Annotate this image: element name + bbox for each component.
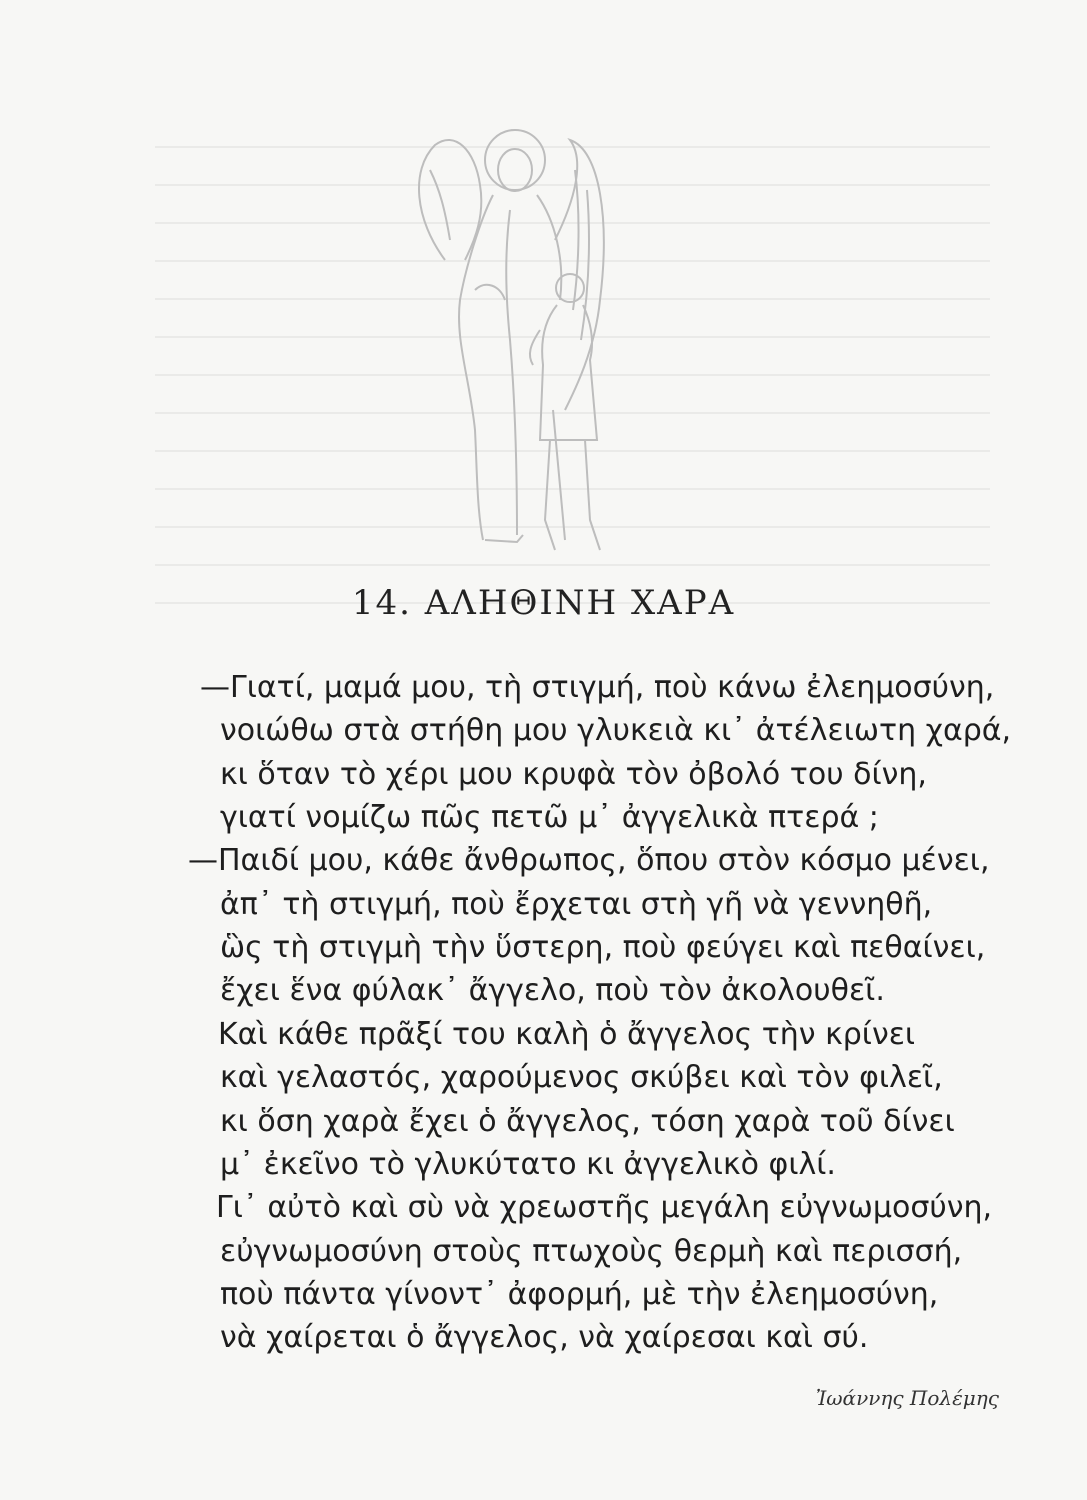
poem-line: καὶ γελαστός, χαρούμενος σκύβει καὶ τὸν φιλεῖ, <box>220 1060 943 1095</box>
poem-line: Καὶ κάθε πρᾶξί του καλὴ ὁ ἄγγελος τὴν κρίνει <box>218 1017 916 1052</box>
poem-line: μ᾿ ἐκεῖνο τὸ γλυκύτατο κι ἀγγελικὸ φιλί. <box>220 1147 836 1182</box>
angel-with-boy-icon <box>405 110 610 570</box>
poem-line: Γι᾿ αὐτὸ καὶ σὺ νὰ χρεωστῆς μεγάλη εὐγνωμοσύνη, <box>216 1190 993 1225</box>
poem-line: ποὺ πάντα γίνοντ᾿ ἀφορμή, μὲ τὴν ἐλεημοσύνη, <box>220 1277 939 1312</box>
poem-line: κι ὅση χαρὰ ἔχει ὁ ἄγγελος, τόση χαρὰ τοῦ δίνει <box>220 1104 955 1139</box>
poem-line: —Γιατί, μαμά μου, τὴ στιγμή, ποὺ κάνω ἐλεημοσύνη, <box>200 670 995 705</box>
poem-line: κι ὅταν τὸ χέρι μου κρυφὰ τὸν ὀβολό του δίνη, <box>220 757 927 792</box>
poem-line: εὐγνωμοσύνη στοὺς πτωχοὺς θερμὴ καὶ περισσή, <box>220 1234 963 1269</box>
poem-line: γιατί νομίζω πῶς πετῶ μ᾿ ἀγγελικὰ πτερά ; <box>220 800 879 835</box>
poem-line: νοιώθω στὰ στήθη μου γλυκειὰ κι᾿ ἀτέλειωτη χαρά, <box>220 713 1012 748</box>
poem-line: ὣς τὴ στιγμὴ τὴν ὕστερη, ποὺ φεύγει καὶ πεθαίνει, <box>220 930 986 965</box>
poem-line: ἀπ᾿ τὴ στιγμή, ποὺ ἔρχεται στὴ γῆ νὰ γεννηθῆ, <box>220 887 933 922</box>
poem-line: —Παιδί μου, κάθε ἄνθρωπος, ὅπου στὸν κόσμο μένει, <box>188 843 990 878</box>
poem-line: νὰ χαίρεται ὁ ἄγγελος, νὰ χαίρεσαι καὶ σύ. <box>220 1320 869 1355</box>
poem-title: 14. ΑΛΗΘΙΝΗ ΧΑΡΑ <box>351 583 736 623</box>
author-signature: Ἰωάννης Πολέμης <box>815 1386 999 1410</box>
poem-line: ἔχει ἕνα φύλακ᾿ ἄγγελο, ποὺ τὸν ἀκολουθεῖ. <box>220 973 885 1008</box>
